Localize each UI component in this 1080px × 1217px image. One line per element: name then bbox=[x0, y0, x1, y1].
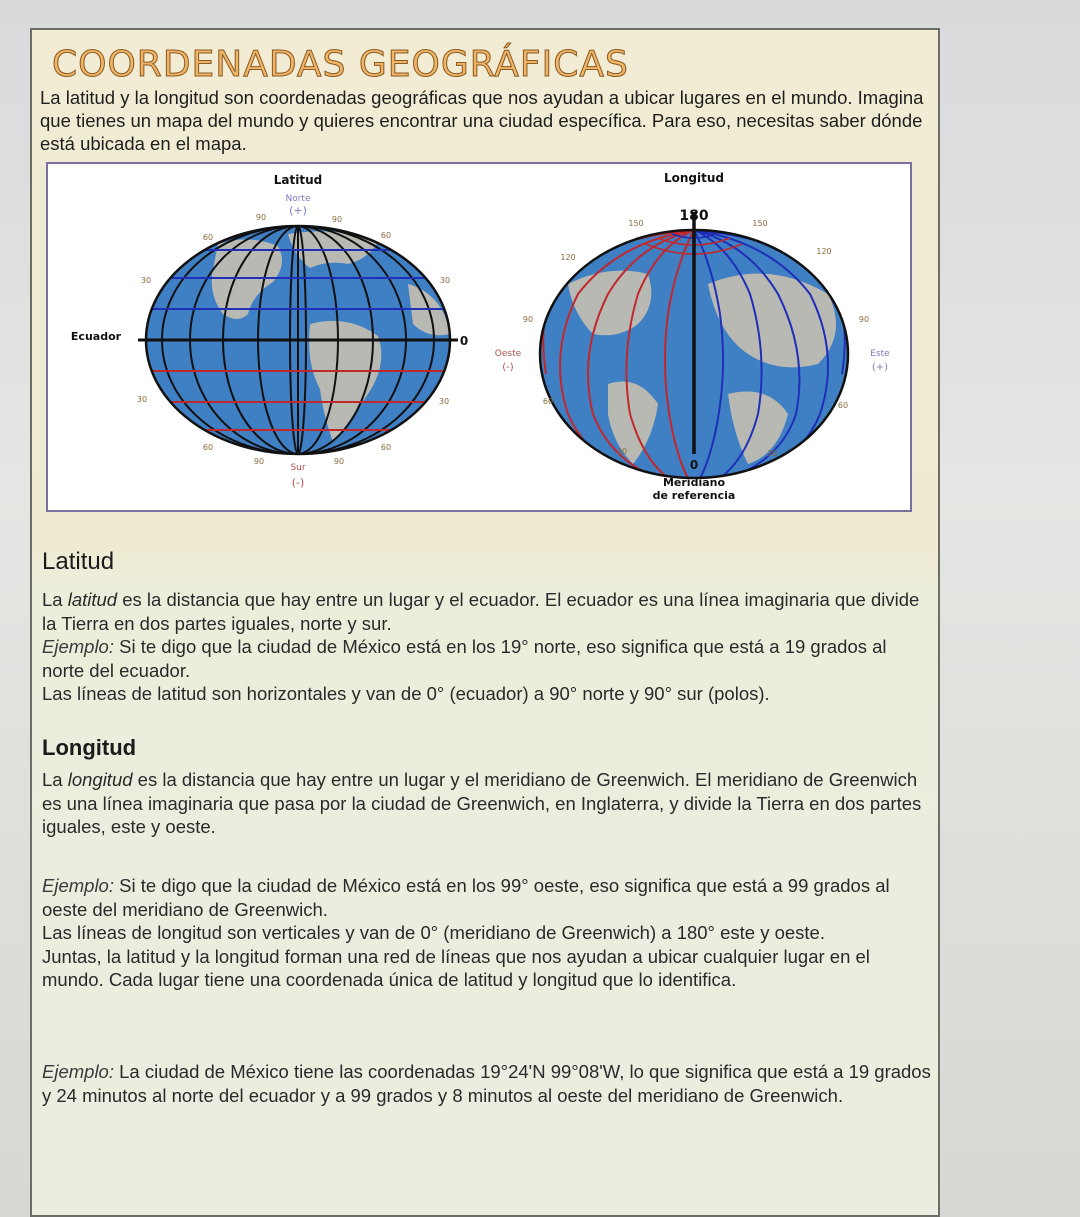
lat-tick-label: 30 bbox=[140, 276, 152, 285]
mexico-example-label: Ejemplo: bbox=[42, 1061, 114, 1082]
lon-tick-label: 60 bbox=[542, 397, 554, 406]
intro-paragraph: La latitud y la longitud son coordenadas geográficas que nos ayudan a ubicar lugares en el mundo. Imagina que tienes un mapa del mundo y quieres encontrar una ciudad específica. Para eso, necesitas saber dónde está ubicada en el mapa. bbox=[40, 87, 924, 154]
longitude-top-value: 180 bbox=[679, 208, 709, 224]
latitude-definition bbox=[42, 588, 932, 706]
lat-tick-label: 30 bbox=[438, 397, 450, 406]
east-sign: (+) bbox=[871, 362, 889, 373]
lon-tick-label: 30 bbox=[766, 449, 778, 458]
equator-value: 0 bbox=[459, 334, 469, 348]
lon-tick-label: 120 bbox=[816, 247, 832, 256]
latitude-example-text: Si te digo que la ciudad de México está en los 19° norte, eso significa que está a 19 grados al norte del ecuador. bbox=[42, 636, 887, 681]
lat-tick-label: 90 bbox=[331, 215, 343, 224]
lat-tick-label: 90 bbox=[255, 213, 267, 222]
lon-tick-label: 90 bbox=[522, 315, 534, 324]
lat-tick-label: 60 bbox=[202, 233, 214, 242]
longitude-example bbox=[42, 874, 932, 992]
latitude-section-heading: Latitud bbox=[42, 548, 115, 575]
coordinates-figure bbox=[46, 162, 912, 512]
lat-tick-label: 90 bbox=[333, 457, 345, 466]
longitude-definition bbox=[42, 768, 932, 839]
meridian-label: Meridiano bbox=[662, 476, 726, 489]
latitude-example-label: Ejemplo: bbox=[42, 636, 114, 657]
north-label: Norte bbox=[285, 194, 311, 204]
mexico-coordinates-example bbox=[42, 1060, 932, 1107]
equator-label: Ecuador bbox=[70, 330, 122, 343]
page-title: COORDENADAS GEOGRÁFICAS bbox=[52, 44, 629, 85]
lon-tick-label: 150 bbox=[752, 219, 768, 228]
latitude-definition-rest: es la distancia que hay entre un lugar y el ecuador. El ecuador es una línea imaginaria que divide la Tierra en dos partes iguales, norte y sur. bbox=[42, 589, 920, 634]
globes-illustration bbox=[48, 164, 910, 510]
longitude-lines-description: Las líneas de longitud son verticales y van de 0° (meridiano de Greenwich) a 180° este y oeste. bbox=[42, 922, 825, 943]
longitude-bottom-value: 0 bbox=[689, 458, 699, 472]
lat-tick-label: 30 bbox=[439, 276, 451, 285]
longitude-section-heading: Longitud bbox=[42, 735, 137, 760]
lon-tick-label: 60 bbox=[837, 401, 849, 410]
longitude-definition-start: La bbox=[42, 769, 68, 790]
west-label: Oeste bbox=[494, 349, 522, 359]
lat-tick-label: 60 bbox=[380, 231, 392, 240]
lat-tick-label: 30 bbox=[136, 395, 148, 404]
mexico-example-text: La ciudad de México tiene las coordenadas 19°24'N 99°08'W, lo que significa que está a 19 grados y 24 minutos al norte del ecuador y a 99 grados y 8 minutos al oeste del meridiano de Greenwich. bbox=[42, 1061, 931, 1106]
meridian-reference-label: de referencia bbox=[652, 489, 736, 502]
document-page bbox=[30, 28, 940, 1217]
south-label: Sur bbox=[290, 463, 306, 473]
coordinates-summary: Juntas, la latitud y la longitud forman una red de líneas que nos ayudan a ubicar cualquier lugar en el mundo. Cada lugar tiene una coordenada única de latitud y longitud que lo identifica. bbox=[42, 945, 870, 990]
lon-tick-label: 150 bbox=[628, 219, 644, 228]
longitude-globe bbox=[540, 212, 848, 478]
lon-tick-label: 30 bbox=[616, 447, 628, 456]
lat-tick-label: 90 bbox=[253, 457, 265, 466]
longitude-example-text: Si te digo que la ciudad de México está en los 99° oeste, eso significa que está a 99 grados al oeste del meridiano de Greenwich. bbox=[42, 875, 890, 920]
lat-tick-label: 60 bbox=[202, 443, 214, 452]
north-sign: (+) bbox=[289, 204, 307, 217]
lat-tick-label: 60 bbox=[380, 443, 392, 452]
lon-tick-label: 120 bbox=[560, 253, 576, 262]
latitude-globe bbox=[138, 224, 458, 456]
lon-tick-label: 90 bbox=[858, 315, 870, 324]
longitude-heading: Longitud bbox=[663, 171, 725, 185]
latitude-definition-start: La bbox=[42, 589, 68, 610]
latitude-heading: Latitud bbox=[273, 173, 323, 187]
latitude-term: latitud bbox=[67, 589, 118, 610]
east-label: Este bbox=[870, 349, 890, 359]
south-sign: (-) bbox=[291, 476, 305, 489]
longitude-term: longitud bbox=[67, 769, 133, 790]
longitude-definition-rest: es la distancia que hay entre un lugar y el meridiano de Greenwich. El meridiano de Greenwich es una línea imaginaria que pasa por la ciudad de Greenwich, en Inglaterra, y divide la Tierra en dos partes iguales, este y oeste. bbox=[42, 769, 922, 837]
west-sign: (-) bbox=[502, 362, 514, 373]
latitude-lines-description: Las líneas de latitud son horizontales y van de 0° (ecuador) a 90° norte y 90° sur (polos). bbox=[42, 683, 770, 704]
longitude-example-label: Ejemplo: bbox=[42, 875, 114, 896]
